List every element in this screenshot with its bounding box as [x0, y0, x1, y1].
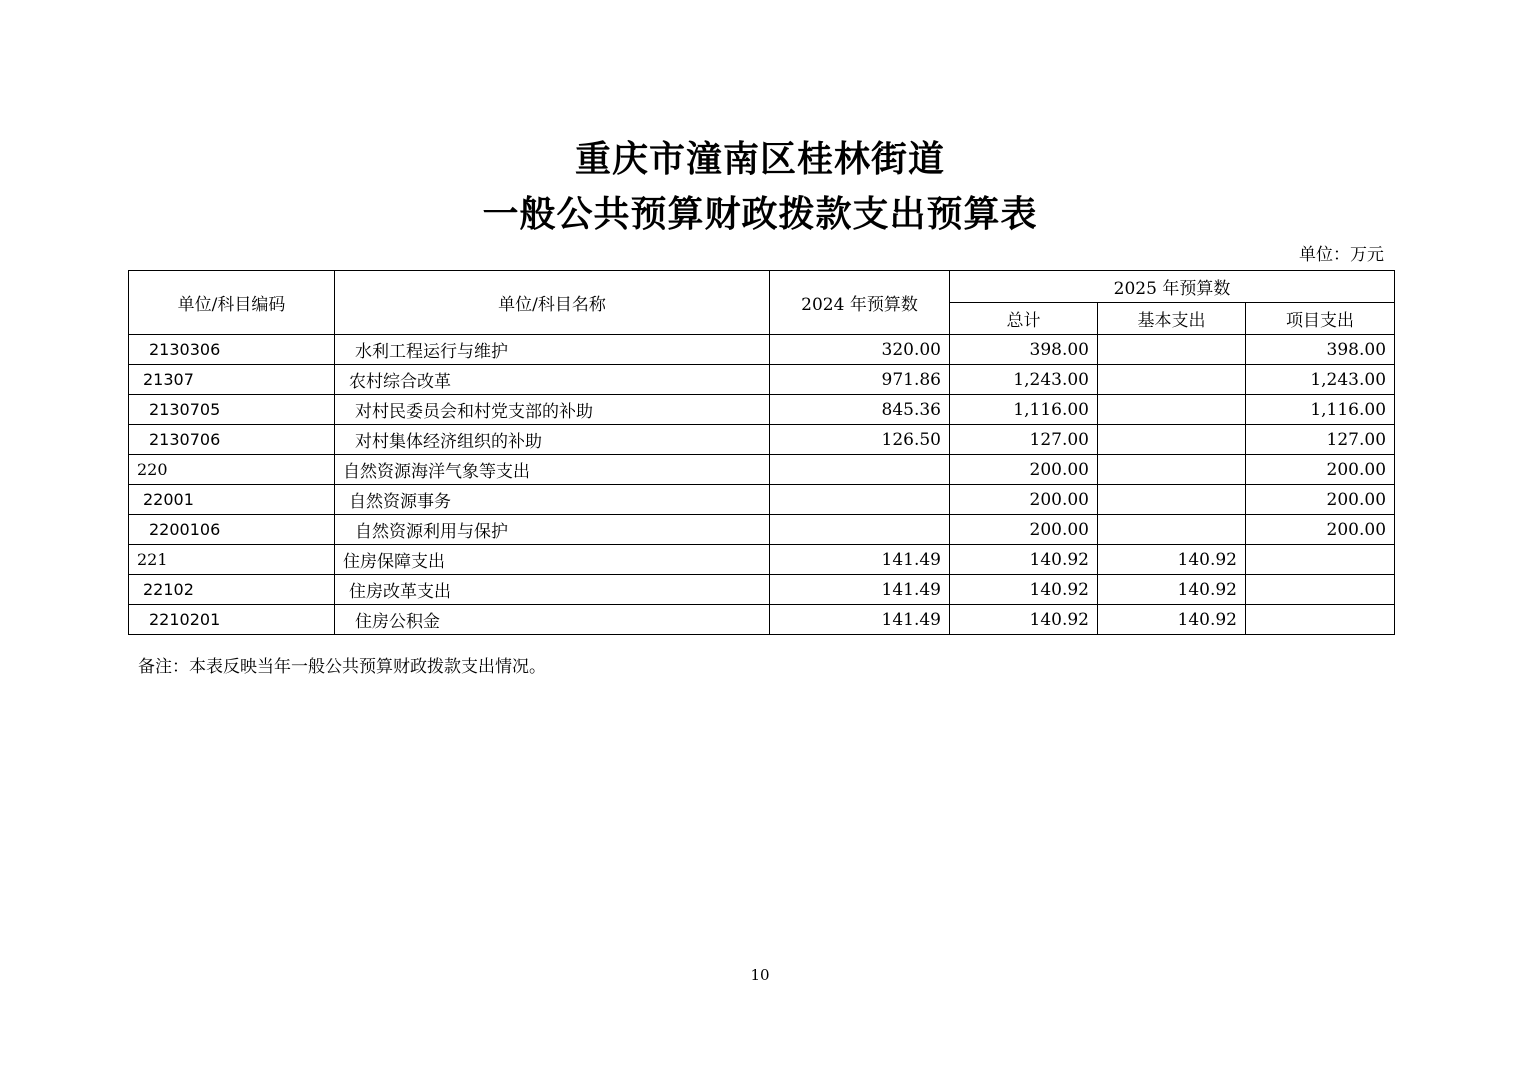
cell-total: 140.92	[950, 575, 1098, 605]
cell-code: 2130705	[129, 395, 335, 425]
cell-budget-2024: 845.36	[770, 395, 950, 425]
cell-basic	[1098, 485, 1246, 515]
cell-total: 200.00	[950, 515, 1098, 545]
page-number: 10	[750, 966, 770, 984]
cell-budget-2024	[770, 455, 950, 485]
cell-project: 1,116.00	[1246, 395, 1395, 425]
cell-project: 200.00	[1246, 485, 1395, 515]
header-code: 单位/科目编码	[129, 271, 335, 335]
cell-basic	[1098, 335, 1246, 365]
header-basic: 基本支出	[1098, 303, 1246, 335]
table-row	[129, 365, 1395, 395]
table-row	[129, 395, 1395, 425]
table-body	[129, 335, 1395, 635]
cell-basic	[1098, 425, 1246, 455]
cell-budget-2024: 141.49	[770, 545, 950, 575]
table-row	[129, 455, 1395, 485]
cell-code: 2130306	[129, 335, 335, 365]
cell-budget-2024: 141.49	[770, 575, 950, 605]
cell-code: 2130706	[129, 425, 335, 455]
cell-basic: 140.92	[1098, 605, 1246, 635]
cell-budget-2024	[770, 485, 950, 515]
header-name: 单位/科目名称	[335, 271, 770, 335]
cell-name: 对村集体经济组织的补助	[335, 425, 770, 455]
cell-budget-2024	[770, 515, 950, 545]
cell-name: 自然资源事务	[335, 485, 770, 515]
cell-name: 自然资源利用与保护	[335, 515, 770, 545]
cell-name: 自然资源海洋气象等支出	[335, 455, 770, 485]
cell-budget-2024: 971.86	[770, 365, 950, 395]
table-row	[129, 575, 1395, 605]
cell-basic	[1098, 395, 1246, 425]
unit-label: 单位：万元	[1299, 245, 1384, 265]
table-row	[129, 605, 1395, 635]
header-project: 项目支出	[1246, 303, 1395, 335]
cell-project	[1246, 575, 1395, 605]
table-row	[129, 425, 1395, 455]
header-budget-2024: 2024 年预算数	[770, 271, 950, 335]
cell-code: 22102	[129, 575, 335, 605]
page-subtitle: 一般公共预算财政拨款支出预算表	[482, 194, 1038, 235]
cell-total: 1,243.00	[950, 365, 1098, 395]
cell-basic	[1098, 365, 1246, 395]
cell-total: 200.00	[950, 455, 1098, 485]
cell-code: 22001	[129, 485, 335, 515]
table-row	[129, 515, 1395, 545]
cell-project	[1246, 605, 1395, 635]
cell-code: 2200106	[129, 515, 335, 545]
table-row	[129, 485, 1395, 515]
cell-name: 水利工程运行与维护	[335, 335, 770, 365]
cell-total: 1,116.00	[950, 395, 1098, 425]
cell-basic: 140.92	[1098, 545, 1246, 575]
cell-budget-2024: 320.00	[770, 335, 950, 365]
table-row	[129, 545, 1395, 575]
budget-table	[128, 270, 1395, 635]
cell-code: 2210201	[129, 605, 335, 635]
cell-basic	[1098, 455, 1246, 485]
cell-budget-2024: 141.49	[770, 605, 950, 635]
cell-total: 140.92	[950, 605, 1098, 635]
cell-name: 农村综合改革	[335, 365, 770, 395]
cell-code: 21307	[129, 365, 335, 395]
cell-code: 221	[129, 545, 335, 575]
cell-basic	[1098, 515, 1246, 545]
cell-code: 220	[129, 455, 335, 485]
cell-name: 住房公积金	[335, 605, 770, 635]
cell-project: 200.00	[1246, 455, 1395, 485]
cell-total: 140.92	[950, 545, 1098, 575]
header-budget-2025: 2025 年预算数	[950, 271, 1395, 303]
cell-budget-2024: 126.50	[770, 425, 950, 455]
header-total: 总计	[950, 303, 1098, 335]
cell-project: 1,243.00	[1246, 365, 1395, 395]
cell-total: 398.00	[950, 335, 1098, 365]
cell-basic: 140.92	[1098, 575, 1246, 605]
footnote: 备注：本表反映当年一般公共预算财政拨款支出情况。	[138, 657, 546, 677]
cell-name: 住房保障支出	[335, 545, 770, 575]
cell-project	[1246, 545, 1395, 575]
cell-name: 住房改革支出	[335, 575, 770, 605]
cell-project: 398.00	[1246, 335, 1395, 365]
table-row	[129, 335, 1395, 365]
page-title: 重庆市潼南区桂林街道	[574, 139, 945, 180]
cell-project: 127.00	[1246, 425, 1395, 455]
cell-total: 127.00	[950, 425, 1098, 455]
cell-total: 200.00	[950, 485, 1098, 515]
cell-name: 对村民委员会和村党支部的补助	[335, 395, 770, 425]
cell-project: 200.00	[1246, 515, 1395, 545]
